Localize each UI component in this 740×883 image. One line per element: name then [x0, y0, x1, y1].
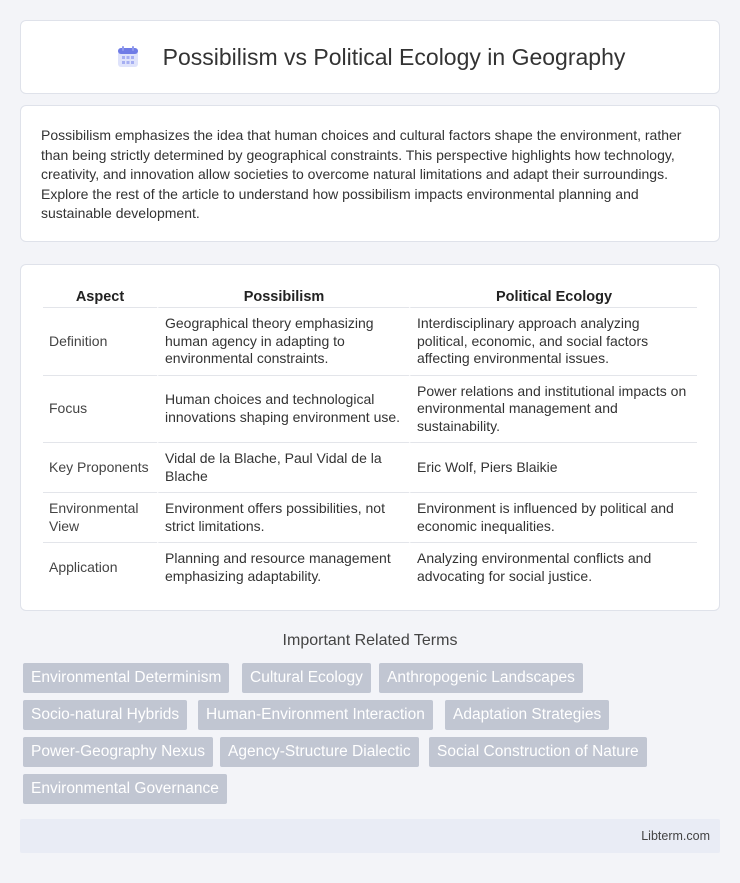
related-term-tag[interactable]: Environmental Governance — [23, 774, 227, 804]
row-possibilism: Geographical theory emphasizing human agency in adapting to environmental constraints. — [157, 308, 409, 376]
table-row — [43, 543, 697, 592]
row-aspect: Environmental View — [43, 493, 157, 543]
row-political-ecology: Analyzing environmental conflicts and advocating for social justice. — [409, 543, 697, 592]
title-card — [20, 20, 720, 94]
header-aspect: Aspect — [43, 285, 157, 308]
row-possibilism: Human choices and technological innovations shaping environment use. — [157, 376, 409, 444]
related-term-tag[interactable]: Anthropogenic Landscapes — [379, 663, 583, 693]
intro-paragraph: Possibilism emphasizes the idea that human choices and cultural factors shape the environment, rather than being strictly determined by geographical constraints. This perspective highlights how technology, creativity, and innovation allow societies to overcome natural limitations and adapt their surroundings. Explore the rest of the article to understand how possibilism impacts environmental planning and sustainable development. — [41, 127, 682, 221]
table-row — [43, 493, 697, 543]
related-term-tag[interactable]: Adaptation Strategies — [445, 700, 609, 730]
row-political-ecology: Power relations and institutional impacts on environmental management and sustainability. — [409, 376, 697, 444]
related-term-tag[interactable]: Social Construction of Nature — [429, 737, 647, 767]
related-term-tag[interactable]: Human-Environment Interaction — [198, 700, 433, 730]
row-political-ecology: Eric Wolf, Piers Blaikie — [409, 443, 697, 493]
table-row — [43, 443, 697, 493]
calendar-icon — [115, 44, 141, 70]
related-terms-title: Important Related Terms — [282, 632, 458, 649]
related-term-tag[interactable]: Socio-natural Hybrids — [23, 700, 187, 730]
row-possibilism: Planning and resource management emphasizing adaptability. — [157, 543, 409, 592]
row-political-ecology: Environment is influenced by political and economic inequalities. — [409, 493, 697, 543]
row-political-ecology: Interdisciplinary approach analyzing political, economic, and social factors affecting environmental issues. — [409, 308, 697, 376]
comparison-table — [43, 285, 697, 592]
related-term-tag[interactable]: Agency-Structure Dialectic — [220, 737, 419, 767]
row-possibilism: Environment offers possibilities, not strict limitations. — [157, 493, 409, 543]
row-possibilism: Vidal de la Blache, Paul Vidal de la Blache — [157, 443, 409, 493]
comparison-table-card — [20, 264, 720, 611]
row-aspect: Focus — [43, 376, 157, 444]
row-aspect: Definition — [43, 308, 157, 376]
related-term-tag[interactable]: Environmental Determinism — [23, 663, 229, 693]
table-row — [43, 308, 697, 376]
related-term-tag[interactable]: Power-Geography Nexus — [23, 737, 213, 767]
header-political-ecology: Political Ecology — [409, 285, 697, 308]
intro-card — [20, 105, 720, 242]
row-aspect: Key Proponents — [43, 443, 157, 493]
table-row — [43, 376, 697, 444]
related-term-tag[interactable]: Cultural Ecology — [242, 663, 371, 693]
table-header-row — [43, 285, 697, 308]
page-title: Possibilism vs Political Ecology in Geography — [162, 43, 626, 70]
row-aspect: Application — [49, 558, 118, 575]
footer — [20, 819, 720, 853]
header-possibilism: Possibilism — [157, 285, 409, 308]
footer-site-link[interactable]: Libterm.com — [641, 829, 710, 843]
